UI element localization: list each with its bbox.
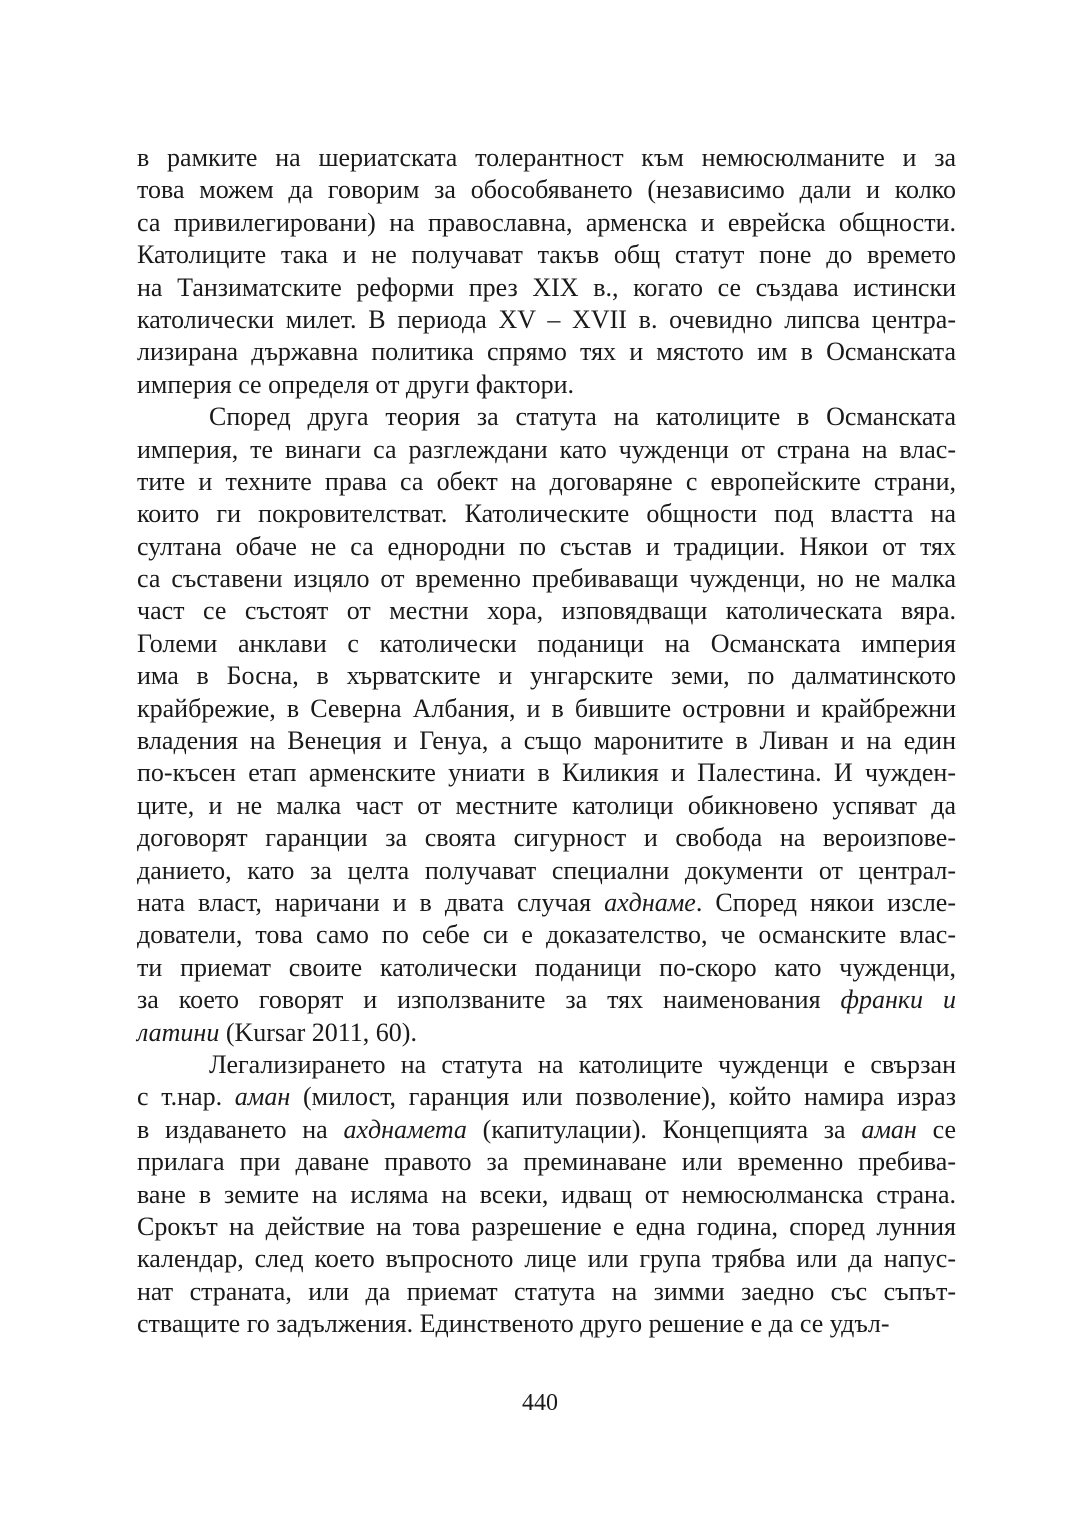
italic-term: аман (861, 1114, 917, 1144)
text-line (137, 790, 956, 822)
text-run: Големи анклави с католически поданици на Османската империя (137, 628, 956, 658)
text-line (137, 1081, 956, 1113)
text-run: в рамките на шериатската толерантност към немюсюлманите и за (137, 143, 956, 172)
text-run: султана обаче не са еднородни по състав и традиции. Някои от тях (137, 531, 956, 561)
text-run: данието, като за целта получават специални документи от централ- (137, 855, 956, 885)
text-line (137, 822, 956, 854)
text-line (137, 369, 956, 401)
paragraph (137, 1049, 956, 1341)
text-line (137, 660, 956, 692)
text-run: владения на Венеция и Генуа, а също маронитите в Ливан и на един (137, 726, 956, 756)
paragraph (137, 401, 956, 1049)
text-run: които ги покровителстват. Католическите общности под властта на (137, 499, 956, 529)
text-run: в издаването на (137, 1114, 344, 1144)
text-run: католически милет. В периода XV – XVII в. очевидно липсва центра- (137, 304, 956, 334)
text-run: Легализирането на статута на католиците чужденци е свързан (209, 1049, 956, 1079)
text-line (137, 1146, 956, 1178)
text-run: договорят гаранции за своята сигурност и свобода на вероизпове- (137, 823, 956, 853)
text-run: крайбрежие, в Северна Албания, и в бившите островни и крайбрежни (137, 693, 956, 723)
text-line (137, 887, 956, 919)
text-run: за което говорят и използваните за тях наименования (137, 985, 841, 1015)
text-line (137, 952, 956, 984)
text-run: Католиците така и не получават такъв общ статут поне до времето (137, 240, 956, 270)
text-line (137, 757, 956, 789)
text-run: империя се определя от други фактори. (137, 369, 574, 399)
text-run: с т.нар. (137, 1082, 235, 1112)
text-run: по-късен етап арменските униати в Киликия и Палестина. И чужден- (137, 758, 956, 788)
italic-term: ахднамета (343, 1114, 467, 1144)
text-run: това можем да говорим за обособяването (независимо дали и колко (137, 175, 956, 205)
text-line (137, 1211, 956, 1243)
text-line (137, 1276, 956, 1308)
italic-term: аман (234, 1082, 291, 1112)
text-line (137, 1308, 956, 1340)
text-line (137, 563, 956, 595)
text-run: нат страната, или да приемат статута на зимми заедно със съпът- (137, 1276, 956, 1306)
text-run: империя, те винаги са разглеждани като чужденци от страна на влас- (137, 434, 956, 464)
text-run: Според друга теория за статута на католиците в Османската (209, 402, 956, 432)
text-line (137, 142, 956, 174)
text-line (137, 1049, 956, 1081)
text-run: дователи, това само по себе си е доказателство, че османските влас- (137, 920, 956, 950)
text-line (137, 1017, 956, 1049)
text-line (137, 239, 956, 271)
text-line (137, 1179, 956, 1211)
text-line (137, 498, 956, 530)
italic-term: франки и (840, 985, 956, 1015)
text-line (137, 984, 956, 1016)
text-run: са привилегировани) на православна, арменска и еврейска общности. (137, 207, 956, 237)
text-run: (капитулации). Концепцията за (466, 1114, 862, 1144)
text-run: част се състоят от местни хора, изповядващи католическата вяра. (137, 596, 956, 626)
text-run: тите и техните права са обект на договаряне с европейските страни, (137, 466, 956, 496)
text-line (137, 628, 956, 660)
text-line (137, 434, 956, 466)
text-line (137, 1243, 956, 1275)
text-line (137, 855, 956, 887)
text-line (137, 725, 956, 757)
text-run: има в Босна, в хърватските и унгарските земи, по далматинското (137, 661, 956, 691)
text-run: (Kursar 2011, 60). (219, 1017, 417, 1047)
paragraph (137, 142, 956, 401)
text-line (137, 272, 956, 304)
text-run: са съставени изцяло от временно пребиваващи чужденци, но не малка (137, 564, 956, 594)
text-line (137, 693, 956, 725)
text-run: ти приемат своите католически поданици по-скоро като чужденци, (137, 952, 956, 982)
text-line (137, 1114, 956, 1146)
text-line (137, 531, 956, 563)
text-line (137, 304, 956, 336)
text-run: ване в земите на исляма на всеки, идващ от немюсюлманска страна. (137, 1179, 956, 1209)
text-run: стващите го задължения. Единственото друго решение е да се удъл- (137, 1309, 890, 1339)
text-run: (милост, гаранция или позволение), който намира израз (290, 1082, 956, 1112)
text-line (137, 336, 956, 368)
text-run: прилага при даване правото за преминаване или временно пребива- (137, 1147, 956, 1177)
text-run: календар, след което въпросното лице или група трябва или да напус- (137, 1244, 956, 1274)
text-line (137, 919, 956, 951)
text-run: . Според някои изсле- (695, 887, 956, 917)
text-line (137, 207, 956, 239)
page-number: 440 (522, 1390, 558, 1416)
text-line (137, 401, 956, 433)
italic-term: ахднаме (604, 887, 696, 917)
text-line (137, 466, 956, 498)
text-run: на Танзиматските реформи през XIX в., когато се създава истински (137, 272, 956, 302)
text-run: ната власт, наричани и в двата случая (137, 887, 605, 917)
text-run: се (916, 1114, 956, 1144)
text-run: лизирана държавна политика спрямо тях и мястото им в Османската (137, 337, 956, 367)
text-line (137, 595, 956, 627)
text-run: ците, и не малка част от местните католици обикновено успяват да (137, 790, 956, 820)
text-line (137, 174, 956, 206)
page-body (137, 142, 956, 1340)
italic-term: латини (137, 1017, 220, 1047)
text-run: Срокът на действие на това разрешение е една година, според лунния (137, 1211, 956, 1241)
